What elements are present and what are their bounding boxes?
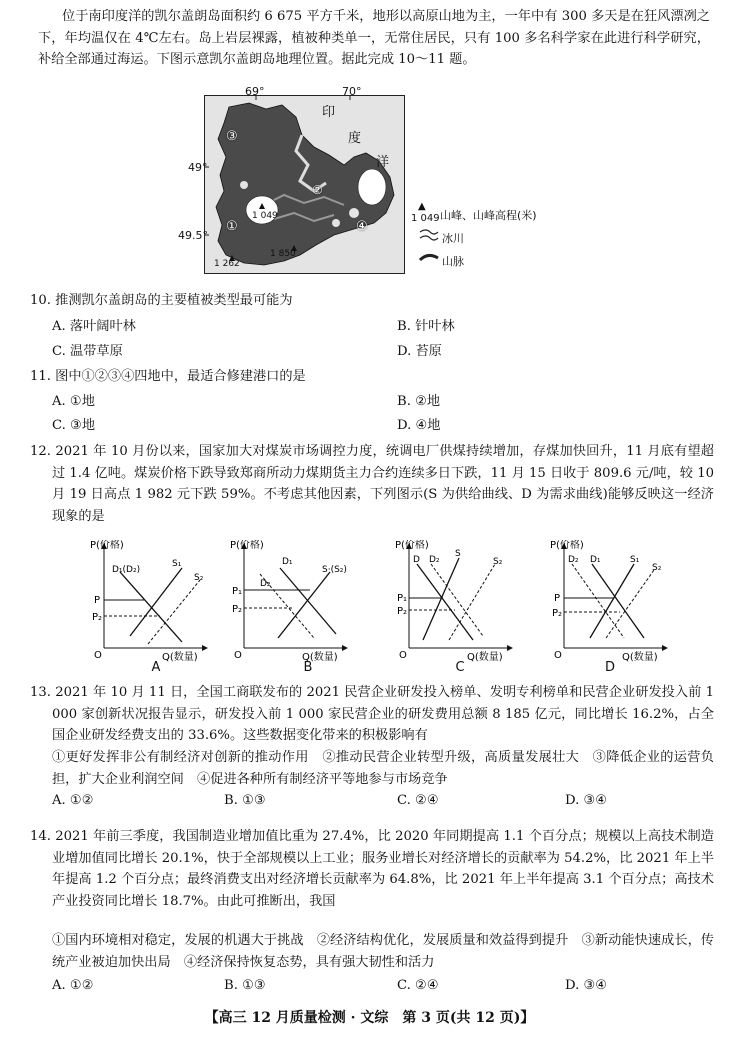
lon-70-label: 70° [342,85,362,98]
q10-option-c[interactable]: C. 温带草原 [52,344,123,359]
chart-c-d-label: D [413,555,420,565]
chart-c[interactable] [395,540,515,675]
chart-a-ylabel: P(价格) [90,540,124,551]
q12-stem-text: 12. 2021 年 10 月份以来，国家加大对煤炭市场调控力度，统调电厂供煤持续增加，存煤加快回升，11 月底有望超过 1.4 亿吨。煤炭价格下跌导致郑商所动力煤期货主力合约连续多日下跌，11 月 15 日收于 809.6 元/吨，较 10 月 19 日高点 1 982 元下跌 59%。不考虑其他因素，下列图示(S 为供给曲线、D 为需求曲线)能够反映这一经济现象的是 [30,444,714,524]
island-map-graphic [204,95,405,274]
chart-b-option[interactable]: B [303,660,313,675]
page-footer: 【高三 12 月质量检测 · 文综 第 3 页(共 12 页)】 [204,1010,535,1026]
chart-b-d2-label: D₂ [260,579,271,589]
q13-stem-text: 13. 2021 年 10 月 11 日，全国工商联发布的 2021 民营企业研发投入榜单、发明专利榜单和民营企业研发投入前 1 000 家创新状况报告显示，研发投入前 1 000 家民营企业的研发费用总额 8 185 亿元，同比增长 16.2%，占全国企业研发经费支出的 33.6%。这些数据变化带来的积极影响有 [30,685,714,743]
legend-peak: 山峰、山峰高程(米) [440,209,537,222]
chart-b-s-label: S·(S₂) [322,565,347,575]
chart-b-p2: P₂ [232,604,243,615]
q10-stem: 10. 推测凯尔盖朗岛的主要植被类型最可能为 [30,293,293,308]
q12-stem [30,441,714,527]
chart-b[interactable] [230,540,350,675]
q11-option-c[interactable]: C. ③地 [52,418,96,433]
chart-c-d2-label: D₂ [429,555,440,565]
chart-d[interactable] [550,540,670,675]
chart-a[interactable] [90,540,210,675]
q14-option-c[interactable]: C. ②④ [397,978,439,993]
q10-option-a[interactable]: A. 落叶阔叶林 [52,319,136,334]
lat-49-5-label: 49.5° [178,229,208,242]
q11-option-d[interactable]: D. ④地 [397,418,441,433]
chart-a-s1-label: S₁ [172,559,182,569]
ocean-label-2: 度 [348,131,362,146]
peak-1049: 1 049 [252,211,278,221]
q11-stem: 11. 图中①②③④四地中，最适合修建港口的是 [30,369,306,384]
chart-c-ylabel: P(价格) [395,540,429,551]
chart-c-s2-label: S₂ [493,557,503,567]
peak-1850: 1 850 [270,249,296,259]
q13-option-a[interactable]: A. ①② [52,793,94,808]
marker-2: ② [312,183,323,197]
chart-c-option[interactable]: C [455,660,465,675]
q13-stem [30,682,714,747]
glacier-east [358,169,386,205]
q10-option-b[interactable]: B. 针叶林 [397,319,455,334]
chart-d-s2-label: S₂ [652,563,662,573]
legend-range-icon [418,252,440,267]
ocean-label-3: 洋 [376,155,390,170]
q14-items: ①国内环境相对稳定，发展的机遇大于挑战 ②经济结构优化，发展质量和效益得到提升 ③新动能快速成长，传统产业被迫加快出局 ④经济保持恢复态势，具有强大韧性和活力 [52,933,714,970]
legend-range: 山脉 [442,255,464,268]
chart-d-d2-label: D₂ [568,555,579,565]
q10-option-d[interactable]: D. 苔原 [397,344,442,359]
q14-stem-text: 14. 2021 年前三季度，我国制造业增加值比重为 27.4%，比 2020 年同期提高 1.1 个百分点；规模以上高技术制造业增加值同比增长 20.1%，快于全部规模以上工业；服务业增长对经济增长的贡献率为 54.2%，比 2021 年上半年提高 1.2 个百分点；最终消费支出对经济增长贡献率为 64.8%，比 2021 年上半年提高 3.1 个百分点；高技术产业投资同比增长 18.7%。由此可推断出，我国 [30,829,714,909]
chart-a-origin: O [94,650,102,661]
q11-option-b[interactable]: B. ②地 [397,394,441,409]
legend-peak-icon: ▲ [418,201,426,212]
q13-option-b[interactable]: B. ①③ [224,793,266,808]
peak-1262: 1 262 [214,259,240,269]
marker-4: ④ [356,219,368,234]
legend-peak-value: 1 049 [411,213,440,224]
chart-d-d1-label: D₁ [590,555,601,565]
chart-d-s1-label: S₁ [630,555,640,565]
chart-b-ylabel: P(价格) [230,540,264,551]
island-map [178,85,405,274]
chart-c-origin: O [399,650,407,661]
chart-a-d-label: D₁(D₂) [112,565,141,575]
chart-d-option[interactable]: D [604,660,615,675]
q14-option-a[interactable]: A. ①② [52,978,94,993]
chart-a-demand [120,572,182,642]
chart-d-origin: O [554,650,562,661]
q13-option-d[interactable]: D. ③④ [565,793,608,808]
chart-b-xlabel: Q(数量) [302,652,338,663]
chart-b-d1-label: D₁ [282,557,293,567]
lat-49-label: 49° [188,161,208,174]
chart-a-p2: P₂ [92,612,103,623]
marker-1: ① [226,219,238,234]
chart-a-s2-label: S₂ [194,573,204,583]
chart-d-p2: P₂ [552,608,563,619]
q13-option-c[interactable]: C. ②④ [397,793,439,808]
chart-d-xlabel: Q(数量) [622,652,658,663]
lon-69-label: 69° [245,85,265,98]
chart-c-xlabel: Q(数量) [467,652,503,663]
chart-a-p: P [94,595,101,606]
legend-glacier-icon [418,228,440,245]
chart-c-p2: P₂ [397,606,408,617]
q14-option-d[interactable]: D. ③④ [565,978,608,993]
chart-d-p: P [554,593,561,604]
q14-stem [30,826,714,912]
chart-a-xlabel: Q(数量) [162,652,198,663]
chart-b-p1: P₁ [232,586,243,597]
chart-c-p1: P₁ [397,593,408,604]
q11-option-a[interactable]: A. ①地 [52,394,95,409]
q14-option-b[interactable]: B. ①③ [224,978,266,993]
legend-glacier: 冰川 [442,232,464,245]
ocean-label-1: 印 [322,105,336,120]
chart-a-option[interactable]: A [151,660,161,675]
chart-a-supply-1 [130,568,182,636]
chart-d-ylabel: P(价格) [550,540,584,551]
intro-paragraph: 位于南印度洋的凯尔盖朗岛面积约 6 675 平方千米，地形以高原山地为主，一年中有 300 多天是在狂风漂冽之下，年均温仅在 4℃左右。岛上岩层裸露，植被种类单一，无常住居民，只有 100 多名科学家在此进行科学研究，补给全部通过海运。下图示意凯尔盖朗岛地理位置。据此完成 10～11 题。 [38,9,710,67]
marker-3: ③ [226,129,238,144]
q13-items: ①更好发挥非公有制经济对创新的推动作用 ②推动民营企业转型升级，高质量发展壮大 ③降低企业的运营负担，扩大企业利润空间 ④促进各种所有制经济平等地参与市场竞争 [52,750,714,787]
chart-c-s-label: S [455,549,461,559]
chart-b-origin: O [234,650,242,661]
